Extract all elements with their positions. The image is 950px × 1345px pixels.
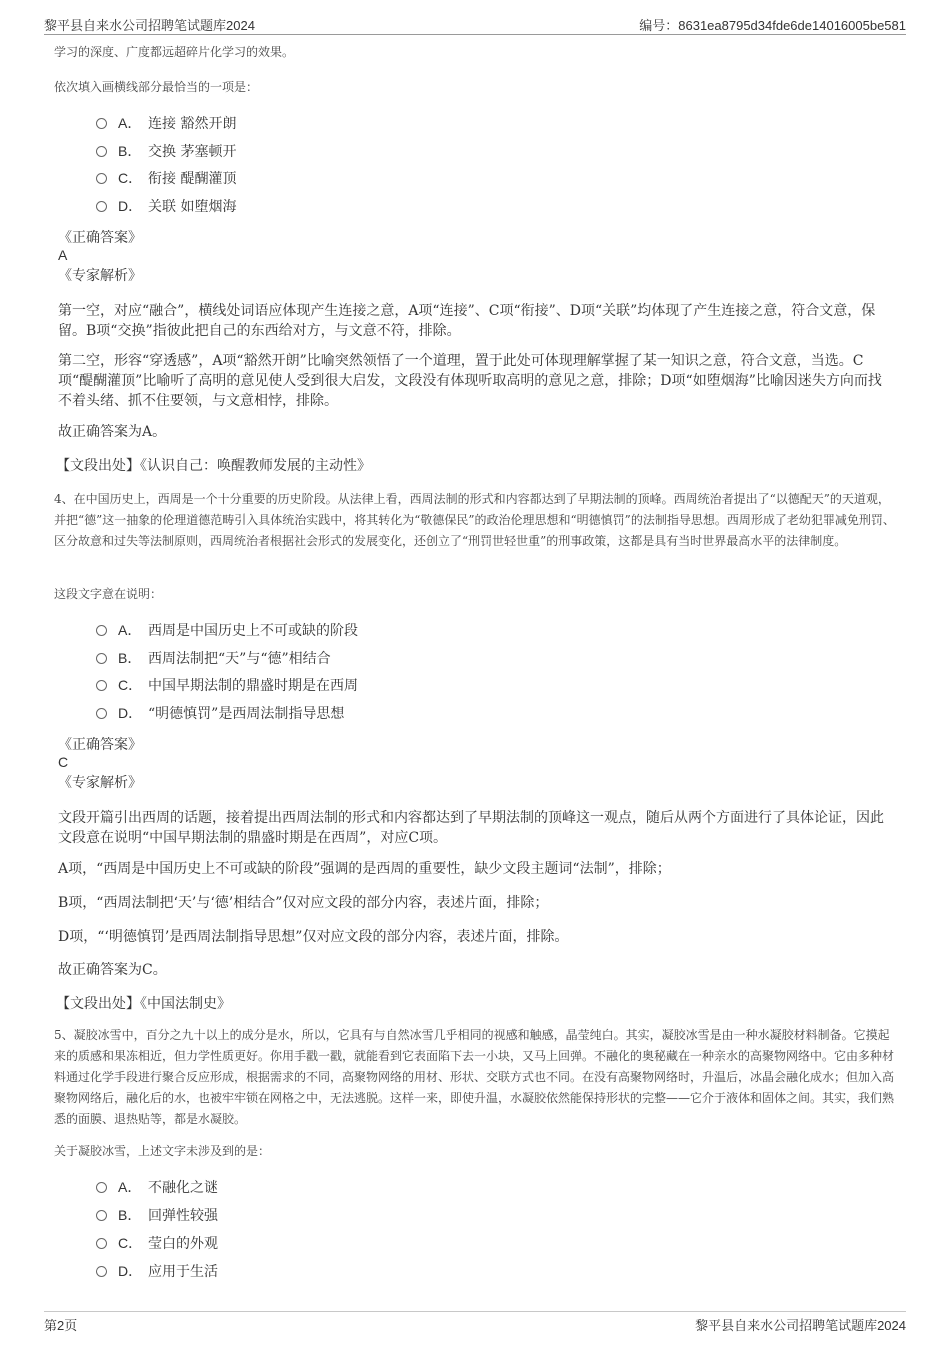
q3-passage-tail: 学习的深度、广度都远超碎片化学习的效果。 (54, 45, 295, 59)
q3-source: 【文段出处】《认识自己：唤醒教师发展的主动性》 (56, 458, 371, 474)
q4-analysis-2: A项，“西周是中国历史上不可或缺的阶段”强调的是西周的重要性，缺少文段主题词“法制”，排除； (58, 861, 671, 877)
q4-answer: C (58, 754, 69, 770)
q4-passage: 4、在中国历史上，西周是一个十分重要的历史阶段。从法律上看，西周法制的形式和内容都达到了早期法制的顶峰。西周统治者提出了“以德配天”的天道观，并把“德”这一抽象的伦理道德范畴引入具体统治实践中，将其转化为“敬德保民”的政治伦理思想和“明德慎罚”的法制指导思想。西周形成了老幼犯罪减免刑罚、区分故意和过失等法制原则，西周统治者根据社会形式的发展变化，还创立了“刑罚世轻世重”的刑事政策，这都是具有当时世界最高水平的法律制度。 (54, 492, 895, 548)
radio-button[interactable] (96, 625, 107, 636)
option-label: B． (118, 143, 142, 159)
option-text: 中国早期法制的鼎盛时期是在西周 (148, 678, 358, 694)
option-text: 莹白的外观 (148, 1236, 218, 1252)
option-text: 应用于生活 (148, 1264, 218, 1280)
page-number: 第2页 (44, 1318, 78, 1333)
option-text: “明德慎罚”是西周法制指导思想 (148, 706, 345, 722)
q4-analysis-4: D项，“‘明德慎罚’是西周法制指导思想”仅对应文段的部分内容，表述片面，排除。 (58, 929, 569, 945)
option-label: C． (118, 170, 143, 186)
radio-button[interactable] (96, 1210, 107, 1221)
q3-prompt: 依次填入画横线部分最恰当的一项是： (54, 80, 259, 94)
footer-title: 黎平县自来水公司招聘笔试题库2024 (695, 1318, 906, 1333)
radio-button[interactable] (96, 118, 107, 129)
option-text: 关联 如堕烟海 (148, 199, 237, 215)
q4-answer-heading: 《正确答案》 (58, 737, 142, 753)
option-text: 交换 茅塞顿开 (148, 144, 237, 160)
option-label: D． (118, 705, 143, 721)
q4-analysis-5: 故正确答案为C。 (58, 962, 167, 978)
option-label: A． (118, 622, 142, 638)
option-label: C． (118, 677, 143, 693)
radio-button[interactable] (96, 653, 107, 664)
radio-button[interactable] (96, 708, 107, 719)
option-label: D． (118, 198, 143, 214)
q4-analysis-1: 文段开篇引出西周的话题，接着提出西周法制的形式和内容都达到了早期法制的顶峰这一观点，随后从两个方面进行了具体论证，因此文段意在说明“中国早期法制的鼎盛时期是在西周”，对应C项。 (58, 810, 884, 846)
radio-button[interactable] (96, 1238, 107, 1249)
q3-analysis-heading: 《专家解析》 (58, 268, 142, 284)
q3-answer-heading: 《正确答案》 (58, 230, 142, 246)
option-text: 回弹性较强 (148, 1208, 218, 1224)
q4-analysis-heading: 《专家解析》 (58, 775, 142, 791)
option-label: B． (118, 1207, 142, 1223)
header-title: 黎平县自来水公司招聘笔试题库2024 (44, 18, 255, 33)
radio-button[interactable] (96, 680, 107, 691)
option-text: 衔接 醍醐灌顶 (148, 171, 237, 187)
option-text: 西周法制把“天”与“德”相结合 (148, 651, 331, 667)
radio-button[interactable] (96, 1182, 107, 1193)
q4-analysis-3: B项，“西周法制把‘天’与‘德’相结合”仅对应文段的部分内容，表述片面，排除； (58, 895, 549, 911)
option-label: D． (118, 1263, 143, 1279)
q3-analysis-1: 第一空，对应“融合”，横线处词语应体现产生连接之意，A项“连接”、C项“衔接”、D项“关联”均体现了产生连接之意，符合文意，保留。B项“交换”指彼此把自己的东西给对方，与文意不符，排除。 (58, 303, 876, 339)
q4-prompt: 这段文字意在说明： (54, 587, 163, 601)
page-header (44, 14, 906, 35)
option-label: C． (118, 1235, 143, 1251)
q5-prompt: 关于凝胶冰雪，上述文字未涉及到的是： (54, 1144, 271, 1158)
q5-passage: 5、凝胶冰雪中，百分之九十以上的成分是水，所以，它具有与自然冰雪几乎相同的视感和触感，晶莹纯白。其实，凝胶冰雪是由一种水凝胶材料制备。它摸起来的质感和果冻相近，但力学性质更好。你用手戳一戳，就能看到它表面陷下去一小块，又马上回弹。不融化的奥秘藏在一种亲水的高聚物网络中。它由多种材料通过化学手段进行聚合反应形成，根据需求的不同，高聚物网络的用材、形状、交联方式也不同。在没有高聚物网络时，升温后，冰晶会融化成水；但加入高聚物网络后，融化后的水，也被牢牢锁在网格之中，无法逃脱。这样一来，即使升温，水凝胶依然能保持形状的完整——它介于液体和固体之间。其实，我们熟悉的面膜、退热贴等，都是水凝胶。 (54, 1028, 895, 1126)
q4-source: 【文段出处】《中国法制史》 (56, 996, 231, 1012)
q3-answer: A (58, 247, 68, 263)
option-label: A． (118, 1179, 142, 1195)
radio-button[interactable] (96, 146, 107, 157)
option-text: 不融化之谜 (148, 1180, 218, 1196)
option-text: 西周是中国历史上不可或缺的阶段 (148, 623, 358, 639)
option-label: A． (118, 115, 142, 131)
page-footer (44, 1311, 906, 1336)
radio-button[interactable] (96, 1266, 107, 1277)
radio-button[interactable] (96, 201, 107, 212)
q3-analysis-3: 故正确答案为A。 (58, 424, 167, 440)
radio-button[interactable] (96, 173, 107, 184)
option-text: 连接 豁然开朗 (148, 116, 237, 132)
option-label: B． (118, 650, 142, 666)
q3-analysis-2: 第二空，形容“穿透感”，A项“豁然开朗”比喻突然领悟了一个道理，置于此处可体现理解掌握了某一知识之意，符合文意，当选。C项“醍醐灌顶”比喻听了高明的意见使人受到很大启发，文段没有体现听取高明的意见之意，排除；D项“如堕烟海”比喻因迷失方向而找不着头绪、抓不住要领，与文意相悖，排除。 (58, 353, 882, 409)
header-code: 编号：8631ea8795d34fde6de14016005be581 (639, 18, 906, 33)
